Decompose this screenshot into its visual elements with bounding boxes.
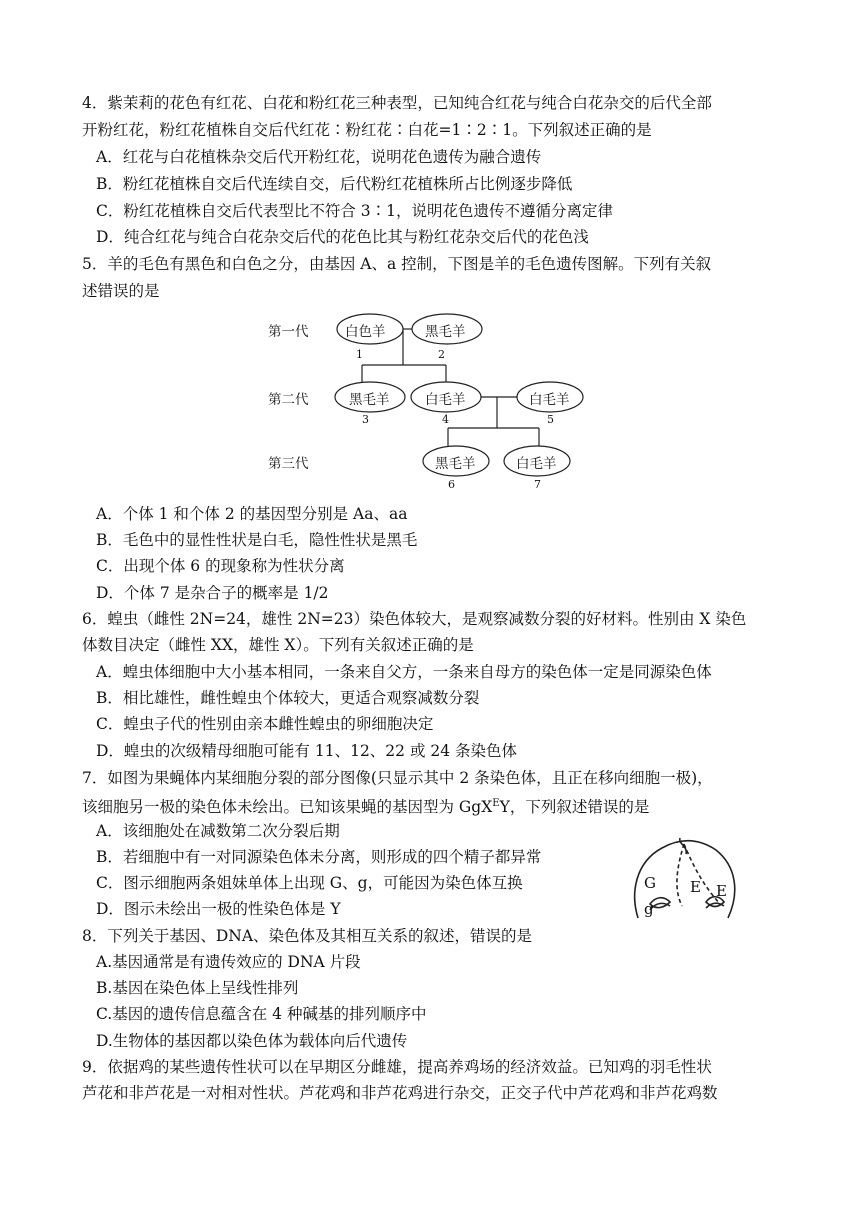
pedigree-individual-7-number: 7: [534, 478, 541, 491]
figure-allele-E-2: E: [716, 882, 727, 900]
q5-option-a: A．个体 1 和个体 2 的基因型分别是 Aa、aa: [96, 505, 408, 523]
q7-option-a: A．该细胞处在减数第二次分裂后期: [96, 822, 340, 840]
pedigree-individual-4-label: 白毛羊: [425, 392, 466, 408]
q7-option-c: C．图示细胞两条姐妹单体上出现 G、g，可能因为染色体互换: [96, 874, 523, 892]
pedigree-individual-6-number: 6: [448, 478, 455, 491]
cell-division-figure: [628, 830, 740, 930]
q9-stem-line2: 芦花和非芦花是一对相对性状。芦花鸡和非芦花鸡进行杂交，正交子代中芦花鸡和非芦花鸡数: [82, 1084, 718, 1102]
q5-option-c: C．出现个体 6 的现象称为性状分离: [96, 557, 345, 575]
q7-option-b: B．若细胞中有一对同源染色体未分离，则形成的四个精子都异常: [96, 848, 542, 866]
figure-allele-E-1: E: [690, 878, 701, 896]
pedigree-individual-7-label: 白毛羊: [516, 456, 557, 472]
generation-3-label: 第三代: [268, 456, 309, 472]
q8-option-c: C.基因的遗传信息蕴含在 4 种碱基的排列顺序中: [96, 1005, 427, 1023]
pedigree-individual-3-label: 黑毛羊: [349, 392, 390, 408]
q4-stem-line2: 开粉红花，粉红花植株自交后代红花∶粉红花∶白花=1∶2∶1。下列叙述正确的是: [82, 121, 652, 139]
q7-stem-line2-suffix: Y，下列叙述错误的是: [499, 798, 650, 816]
q5-option-b: B．毛色中的显性性状是白毛，隐性性状是黑毛: [96, 531, 418, 549]
pedigree-individual-6-label: 黑毛羊: [435, 456, 476, 472]
q6-stem-line1: 6．蝗虫（雌性 2N=24，雄性 2N=23）染色体较大，是观察减数分裂的好材料。性别由 X 染色: [82, 610, 747, 628]
figure-allele-g: g: [644, 900, 654, 918]
figure-allele-G: G: [644, 874, 656, 892]
q6-option-c: C．蝗虫子代的性别由亲本雌性蝗虫的卵细胞决定: [96, 715, 434, 733]
q7-stem-line2: [82, 793, 649, 818]
q8-option-a: A.基因通常是有遗传效应的 DNA 片段: [96, 953, 361, 971]
q5-stem-line2: 述错误的是: [82, 282, 160, 300]
q8-stem: 8．下列关于基因、DNA、染色体及其相互关系的叙述，错误的是: [82, 927, 533, 945]
q4-option-c: C．粉红花植株自交后代表型比不符合 3∶1，说明花色遗传不遵循分离定律: [96, 202, 614, 220]
q6-stem-line2: 体数目决定（雌性 XX，雄性 X）。下列有关叙述正确的是: [82, 636, 474, 654]
q4-stem-line1: 4．紫茉莉的花色有红花、白花和粉红花三种表型，已知纯合红花与纯合白花杂交的后代全部: [82, 94, 712, 112]
pedigree-individual-5-number: 5: [547, 413, 554, 426]
q7-option-d: D．图示未绘出一极的性染色体是 Y: [96, 900, 341, 918]
q4-option-b: B．粉红花植株自交后代连续自交，后代粉红花植株所占比例逐步降低: [96, 175, 573, 193]
generation-1-label: 第一代: [268, 324, 309, 340]
pedigree-individual-5-label: 白毛羊: [529, 392, 570, 408]
q4-option-d: D．纯合红花与纯合白花杂交后代的花色比其与粉红花杂交后代的花色浅: [96, 228, 589, 246]
q7-stem-line1: 7．如图为果蝇体内某细胞分裂的部分图像(只显示其中 2 条染色体，且正在移向细胞一极)，: [82, 769, 713, 787]
q8-option-d: D.生物体的基因都以染色体为载体向后代遗传: [96, 1032, 408, 1050]
q5-stem-line1: 5．羊的毛色有黑色和白色之分，由基因 A、a 控制，下图是羊的毛色遗传图解。下列有关叙: [82, 255, 712, 273]
pedigree-individual-3-number: 3: [362, 413, 369, 426]
generation-2-label: 第二代: [268, 392, 309, 408]
q6-option-a: A．蝗虫体细胞中大小基本相同，一条来自父方，一条来自母方的染色体一定是同源染色体: [96, 663, 712, 681]
pedigree-individual-2-label: 黑毛羊: [425, 324, 466, 340]
q9-stem-line1: 9．依据鸡的某些遗传性状可以在早期区分雌雄，提高养鸡场的经济效益。已知鸡的羽毛性状: [82, 1058, 712, 1076]
q6-option-b: B．相比雄性，雌性蝗虫个体较大，更适合观察减数分裂: [96, 689, 480, 707]
q7-genotype-superscript: E: [492, 798, 500, 809]
q8-option-b: B.基因在染色体上呈线性排列: [96, 979, 299, 997]
pedigree-individual-1-number: 1: [356, 348, 363, 361]
q6-option-d: D．蝗虫的次级精母细胞可能有 11、12、22 或 24 条染色体: [96, 742, 518, 760]
pedigree-individual-1-label: 白色羊: [345, 324, 386, 340]
q7-stem-line2-prefix: 该细胞另一极的染色体未绘出。已知该果蝇的基因型为 GgX: [82, 798, 493, 816]
pedigree-individual-4-number: 4: [442, 413, 449, 426]
q5-option-d: D．个体 7 是杂合子的概率是 1/2: [96, 584, 329, 602]
pedigree-individual-2-number: 2: [438, 348, 445, 361]
q4-option-a: A．红花与白花植株杂交后代开粉红花，说明花色遗传为融合遗传: [96, 148, 542, 166]
